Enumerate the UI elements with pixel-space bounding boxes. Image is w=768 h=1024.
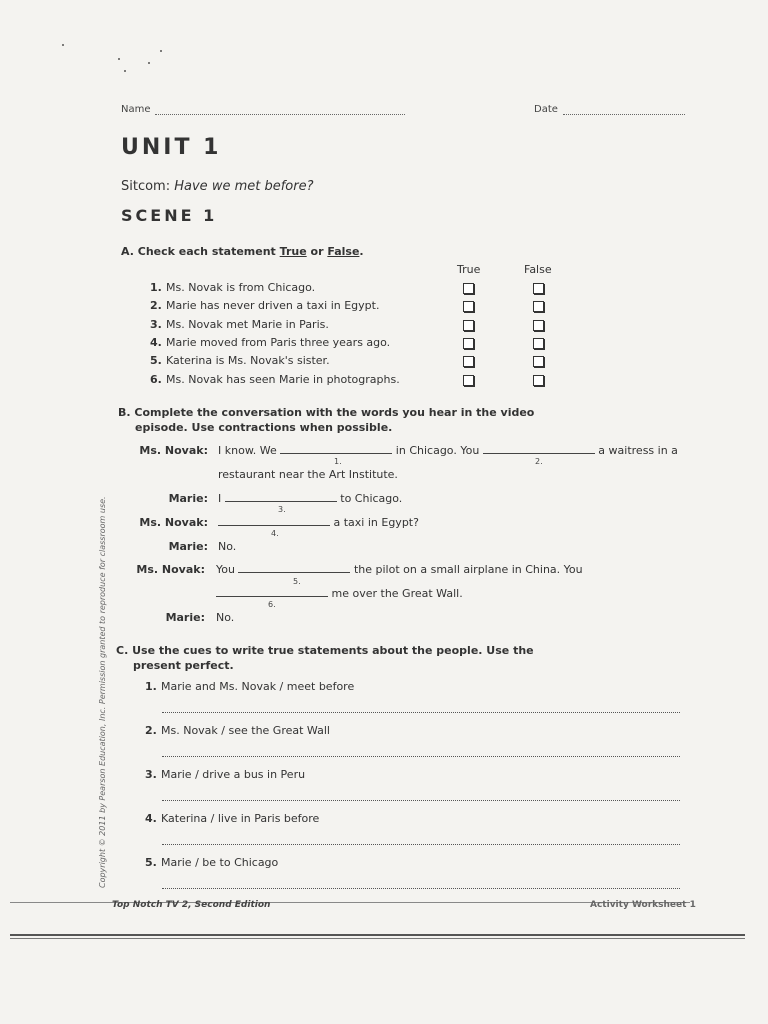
section-b-instruction — [118, 405, 534, 435]
true-word: True — [279, 245, 307, 258]
true-column-header: True — [457, 263, 481, 276]
cue-number: 5. — [145, 856, 157, 869]
name-field[interactable] — [155, 114, 405, 115]
cue-item — [145, 768, 305, 781]
dialogue-text: a taxi in Egypt? — [333, 516, 419, 529]
cue-text: Marie / be to Chicago — [161, 856, 279, 869]
cue-item — [145, 812, 319, 825]
false-checkbox[interactable] — [533, 283, 544, 294]
cue-number: 4. — [145, 812, 157, 825]
speaker-ms-novak: Ms. Novak: — [139, 516, 208, 529]
sitcom-prefix: Sitcom: — [121, 179, 171, 194]
section-a-letter: A. — [121, 245, 134, 258]
date-field[interactable] — [563, 114, 685, 115]
statement-row — [150, 354, 330, 367]
blank-6[interactable] — [216, 587, 328, 597]
unit-title: UNIT 1 — [121, 135, 222, 160]
section-c-letter: C. — [116, 644, 129, 657]
blank-number: 2. — [535, 457, 543, 466]
scan-speck — [118, 58, 120, 60]
false-word: False — [327, 245, 360, 258]
answer-line[interactable] — [162, 888, 680, 889]
scan-speck — [124, 70, 126, 72]
section-a-instruction — [121, 244, 364, 259]
dialogue-text: in Chicago. You — [395, 444, 480, 457]
cue-number: 2. — [145, 724, 157, 737]
dialogue-line — [218, 492, 402, 505]
footer-edition: Top Notch TV 2, Second Edition — [112, 900, 271, 910]
false-checkbox[interactable] — [533, 338, 544, 349]
dialogue-text: I know. We — [218, 444, 277, 457]
speaker-marie: Marie: — [168, 540, 208, 553]
cue-text: Marie / drive a bus in Peru — [161, 768, 306, 781]
cue-item — [145, 856, 278, 869]
blank-number: 5. — [293, 577, 301, 586]
blank-4[interactable] — [218, 516, 330, 526]
statement-row — [150, 318, 329, 331]
dialogue-line: No. — [216, 611, 235, 624]
scan-bar — [10, 934, 745, 936]
date-label: Date — [534, 104, 558, 115]
scan-speck — [160, 50, 162, 52]
statement-row — [150, 336, 390, 349]
answer-line[interactable] — [162, 844, 680, 845]
section-a-text: Check each statement — [137, 245, 276, 258]
or-word: or — [310, 245, 324, 258]
false-checkbox[interactable] — [533, 301, 544, 312]
statement-text: Ms. Novak is from Chicago. — [166, 281, 316, 294]
false-checkbox[interactable] — [533, 320, 544, 331]
dialogue-text: to Chicago. — [340, 492, 403, 505]
dialogue-text: I — [218, 492, 222, 505]
statement-row — [150, 281, 315, 294]
statement-number: 2. — [150, 299, 162, 312]
section-b-line1: Complete the conversation with the words you hear in the video — [134, 406, 535, 419]
blank-2[interactable] — [483, 444, 595, 454]
cue-item — [145, 724, 330, 737]
name-label: Name — [121, 104, 151, 115]
speaker-marie: Marie: — [165, 611, 205, 624]
true-checkbox[interactable] — [463, 283, 474, 294]
blank-5[interactable] — [238, 563, 350, 573]
statement-number: 4. — [150, 336, 162, 349]
blank-number: 6. — [268, 600, 276, 609]
dialogue-line: No. — [218, 540, 237, 553]
dialogue-text: You — [216, 563, 235, 576]
dialogue-text: a waitress in a — [598, 444, 678, 457]
statement-number: 6. — [150, 373, 162, 386]
section-c-instruction — [116, 643, 534, 673]
answer-line[interactable] — [162, 800, 680, 801]
true-checkbox[interactable] — [463, 301, 474, 312]
speaker-marie: Marie: — [168, 492, 208, 505]
cue-text: Ms. Novak / see the Great Wall — [161, 724, 330, 737]
answer-line[interactable] — [162, 712, 680, 713]
scene-title: SCENE 1 — [121, 206, 218, 225]
copyright-notice: Copyright © 2011 by Pearson Education, Inc. Permission granted to reproduce for classroom use. — [98, 496, 107, 888]
true-checkbox[interactable] — [463, 320, 474, 331]
statement-text: Marie has never driven a taxi in Egypt. — [166, 299, 380, 312]
cue-number: 1. — [145, 680, 157, 693]
statement-text: Katerina is Ms. Novak's sister. — [166, 354, 330, 367]
statement-number: 3. — [150, 318, 162, 331]
period: . — [359, 245, 364, 258]
dialogue-line — [218, 444, 678, 457]
statement-row — [150, 373, 400, 386]
blank-number: 3. — [278, 505, 286, 514]
statement-text: Ms. Novak has seen Marie in photographs. — [166, 373, 400, 386]
blank-3[interactable] — [225, 492, 337, 502]
cue-item — [145, 680, 354, 693]
scan-speck — [148, 62, 150, 64]
statement-text: Marie moved from Paris three years ago. — [166, 336, 391, 349]
cue-text: Katerina / live in Paris before — [161, 812, 320, 825]
scan-speck — [62, 44, 64, 46]
dialogue-line — [218, 516, 419, 529]
blank-number: 4. — [271, 529, 279, 538]
dialogue-line — [216, 563, 583, 576]
answer-line[interactable] — [162, 756, 680, 757]
blank-1[interactable] — [280, 444, 392, 454]
cue-text: Marie and Ms. Novak / meet before — [161, 680, 355, 693]
dialogue-text: the pilot on a small airplane in China. You — [353, 563, 583, 576]
section-c-line1: Use the cues to write true statements about the people. Use the — [132, 644, 534, 657]
statement-row — [150, 299, 379, 312]
statement-number: 5. — [150, 354, 162, 367]
true-checkbox[interactable] — [463, 338, 474, 349]
true-checkbox[interactable] — [463, 375, 474, 386]
speaker-ms-novak: Ms. Novak: — [139, 444, 208, 457]
footer-worksheet: Activity Worksheet 1 — [590, 900, 696, 910]
false-checkbox[interactable] — [533, 356, 544, 367]
dialogue-text: me over the Great Wall. — [331, 587, 463, 600]
section-c-line2: present perfect. — [133, 659, 234, 672]
section-b-line2: episode. Use contractions when possible. — [135, 421, 393, 434]
scan-bar — [10, 938, 745, 939]
statement-number: 1. — [150, 281, 162, 294]
true-checkbox[interactable] — [463, 356, 474, 367]
false-column-header: False — [524, 263, 552, 276]
statement-text: Ms. Novak met Marie in Paris. — [166, 318, 329, 331]
section-b-letter: B. — [118, 406, 131, 419]
speaker-ms-novak: Ms. Novak: — [136, 563, 205, 576]
sitcom-heading — [121, 179, 314, 194]
sitcom-title: Have we met before? — [174, 179, 314, 194]
dialogue-line: restaurant near the Art Institute. — [218, 468, 398, 481]
dialogue-line — [216, 587, 463, 600]
blank-number: 1. — [334, 457, 342, 466]
cue-number: 3. — [145, 768, 157, 781]
false-checkbox[interactable] — [533, 375, 544, 386]
